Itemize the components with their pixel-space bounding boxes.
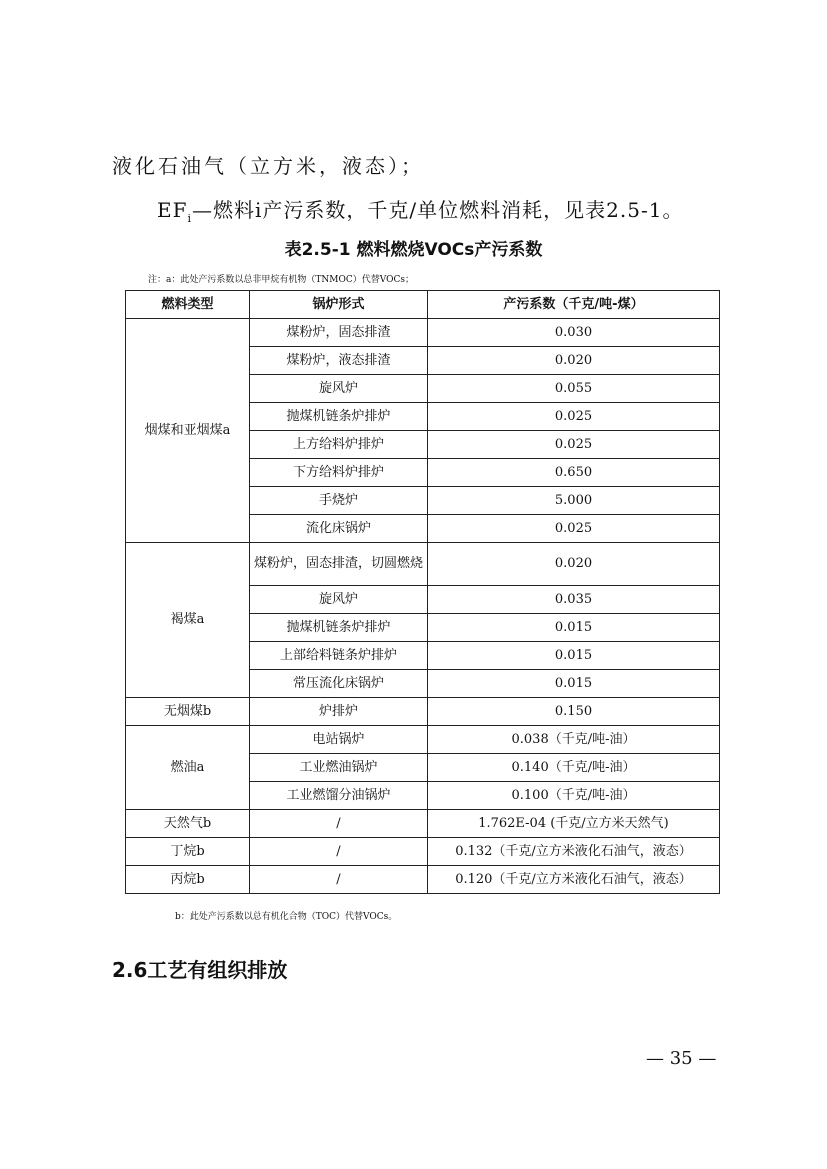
coefficient-cell: 0.150: [428, 698, 720, 726]
table-header-row: [126, 291, 720, 319]
ef-definition-text: —燃料i产污系数，千克/单位燃料消耗，见表2.5-1。: [192, 198, 684, 222]
fuel-type-cell: 燃油a: [126, 726, 250, 810]
section-heading: 2.6工艺有组织排放: [112, 958, 288, 982]
table-note-b: b：此处产污系数以总有机化合物（TOC）代替VOCs。: [175, 912, 398, 922]
coefficient-cell: 0.038（千克/吨-油）: [428, 726, 720, 754]
table-row: [126, 810, 720, 838]
table-row: [126, 543, 720, 586]
boiler-cell: 上部给料链条炉排炉: [250, 642, 428, 670]
boiler-cell: /: [250, 866, 428, 894]
table-note-a: 注：a：此处产污系数以总非甲烷有机物（TNMOC）代替VOCs；: [148, 275, 414, 285]
coefficient-cell: 0.650: [428, 459, 720, 487]
coefficient-cell: 0.055: [428, 375, 720, 403]
boiler-cell: 炉排炉: [250, 698, 428, 726]
boiler-cell: 常压流化床锅炉: [250, 670, 428, 698]
page-number: — 35 —: [646, 1048, 717, 1069]
fuel-type-cell: 丁烷b: [126, 838, 250, 866]
coefficient-cell: 0.020: [428, 543, 720, 586]
boiler-cell: 抛煤机链条炉排炉: [250, 614, 428, 642]
boiler-cell: 旋风炉: [250, 586, 428, 614]
coefficient-cell: 0.035: [428, 586, 720, 614]
coefficient-cell: 0.140（千克/吨-油）: [428, 754, 720, 782]
coefficient-cell: 0.025: [428, 431, 720, 459]
emission-coefficient-table: [125, 290, 720, 894]
boiler-cell: /: [250, 810, 428, 838]
coefficient-cell: 0.030: [428, 319, 720, 347]
boiler-cell: 煤粉炉，液态排渣: [250, 347, 428, 375]
boiler-cell: 上方给料炉排炉: [250, 431, 428, 459]
coefficient-cell: 0.120（千克/立方米液化石油气，液态）: [428, 866, 720, 894]
boiler-cell: 下方给料炉排炉: [250, 459, 428, 487]
fuel-type-cell: 无烟煤b: [126, 698, 250, 726]
ef-subscript: i: [187, 212, 193, 225]
coefficient-cell: 0.025: [428, 515, 720, 543]
fuel-type-cell: 褐煤a: [126, 543, 250, 698]
header-coefficient: 产污系数（千克/吨-煤）: [428, 291, 720, 319]
coefficient-cell: 0.015: [428, 614, 720, 642]
coefficient-cell: 5.000: [428, 487, 720, 515]
coefficient-cell: 0.015: [428, 670, 720, 698]
table-row: [126, 838, 720, 866]
boiler-cell: 流化床锅炉: [250, 515, 428, 543]
coefficient-cell: 0.020: [428, 347, 720, 375]
coefficient-cell: 0.025: [428, 403, 720, 431]
boiler-cell: /: [250, 838, 428, 866]
fuel-type-cell: 天然气b: [126, 810, 250, 838]
header-fuel-type: 燃料类型: [126, 291, 250, 319]
boiler-cell: 手烧炉: [250, 487, 428, 515]
boiler-cell: 煤粉炉，固态排渣: [250, 319, 428, 347]
table-row: [126, 319, 720, 347]
boiler-cell: 工业燃油锅炉: [250, 754, 428, 782]
table-title: 表2.5-1 燃料燃烧VOCs产污系数: [284, 240, 543, 260]
boiler-cell: 电站锅炉: [250, 726, 428, 754]
fuel-type-cell: 丙烷b: [126, 866, 250, 894]
paragraph-lpg-unit: 液化石油气（立方米，液态）；: [112, 154, 424, 178]
boiler-cell: 抛煤机链条炉排炉: [250, 403, 428, 431]
table-row: [126, 698, 720, 726]
ef-symbol: EF: [157, 198, 188, 222]
coefficient-cell: 0.100（千克/吨-油）: [428, 782, 720, 810]
coefficient-cell: 1.762E-04 (千克/立方米天然气): [428, 810, 720, 838]
boiler-cell: 煤粉炉，固态排渣，切圆燃烧: [250, 543, 428, 586]
table-row: [126, 726, 720, 754]
boiler-cell: 旋风炉: [250, 375, 428, 403]
coefficient-cell: 0.015: [428, 642, 720, 670]
coefficient-cell: 0.132（千克/立方米液化石油气，液态）: [428, 838, 720, 866]
boiler-cell: 工业燃馏分油锅炉: [250, 782, 428, 810]
fuel-type-cell: 烟煤和亚烟煤a: [126, 319, 250, 543]
table-row: [126, 866, 720, 894]
paragraph-ef-definition: [157, 194, 683, 225]
header-boiler-type: 锅炉形式: [250, 291, 428, 319]
